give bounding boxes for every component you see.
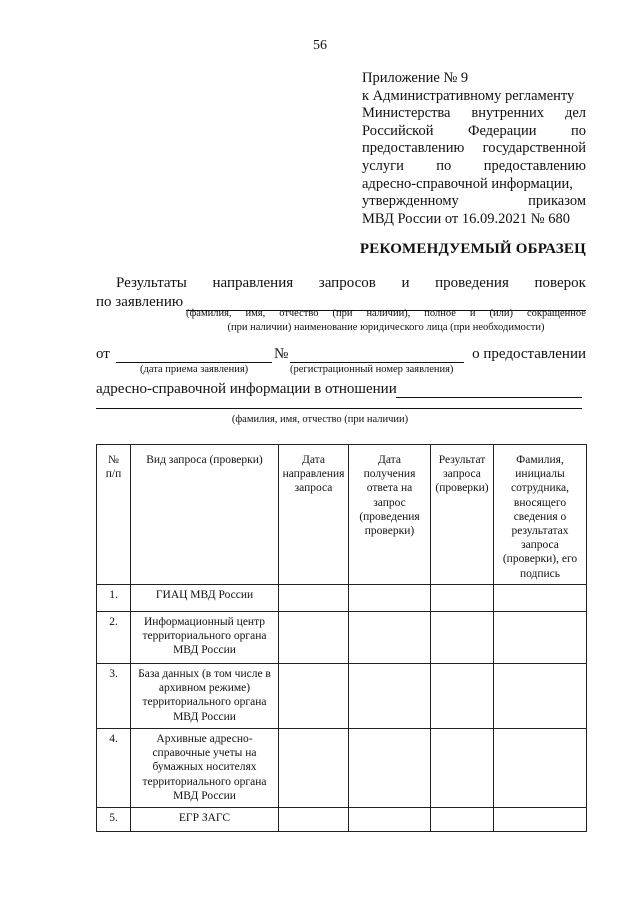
intro-word: запросов [318,275,376,291]
appendix-word: утвержденному [362,193,459,210]
row-result-cell[interactable] [431,808,494,832]
header-request-type [131,445,279,585]
header-officer [494,445,587,585]
appendix-word: по [436,157,452,174]
table-row [97,729,587,808]
row-response-date-cell[interactable] [349,585,431,612]
appendix-word: приказом [528,193,586,210]
table-row [97,664,587,729]
page-number: 56 [313,38,327,53]
date-caption: (дата приема заявления) [140,364,249,375]
subject-caption: (фамилия, имя, отчество (при наличии) [231,414,409,425]
appendix-word: предоставлению [362,140,465,157]
row-sent-date-cell[interactable] [279,612,349,664]
row-request-type: ЕГР ЗАГС [131,808,279,832]
appendix-word: по [570,122,586,139]
appendix-line: адресно-справочной информации, [362,175,573,192]
row-request-type: Информационный центр территориального органа МВД России [131,612,279,664]
row-officer-cell[interactable] [494,585,587,612]
intro-word: направления [212,275,294,291]
application-date-field[interactable] [116,362,272,363]
number-label: № [274,346,289,362]
row-number: 5. [97,808,131,832]
caption-word: имя, [245,308,266,319]
appendix-word: государственной [482,140,586,157]
row-sent-date-cell[interactable] [279,808,349,832]
intro-line-4: адресно-справочной информации в отношении [96,381,397,397]
row-officer-cell[interactable] [494,612,587,664]
caption-word: (фамилия, [186,308,232,319]
table-row [97,612,587,664]
intro-word: поверок [534,275,586,291]
appendix-line [362,105,586,123]
appendix-block [362,70,586,228]
row-officer-cell[interactable] [494,729,587,808]
requests-table [96,444,587,832]
appendix-word: предоставлению [483,157,586,174]
applicant-caption [186,308,586,319]
row-request-type: Архивные адресно-справочные учеты на бумажных носителях территориального органа МВД России [131,729,279,808]
intro-word: проведения [435,275,509,291]
appendix-line: Приложение № 9 [362,70,469,86]
row-request-type: ГИАЦ МВД России [131,585,279,612]
document-title: РЕКОМЕНДУЕМЫЙ ОБРАЗЕЦ [359,241,586,257]
appendix-word: дел [564,105,586,122]
appendix-line: к Административному регламенту [362,87,575,104]
header-result [431,445,494,585]
appendix-word: услуги [362,157,404,174]
caption-word: (при [332,308,353,319]
header-sent-date [279,445,349,585]
row-result-cell[interactable] [431,664,494,729]
row-response-date-cell[interactable] [349,664,431,729]
row-number: 2. [97,612,131,664]
header-result-label: Результат запроса (проверки) [435,454,489,495]
row-number: 1. [97,585,131,612]
row-number: 4. [97,729,131,808]
appendix-word: Российской [362,122,434,139]
intro-word: Результаты [116,275,187,291]
caption-word: полное [424,308,456,319]
appendix-word: внутренних [471,105,545,122]
row-request-type: База данных (в том числе в архивном режиме) территориального органа МВД России [131,664,279,729]
appendix-line: МВД России от 16.09.2021 № 680 [362,210,570,227]
caption-word: и [469,308,476,319]
appendix-line [362,158,586,176]
header-request-type-label: Вид запроса (проверки) [146,454,263,466]
header-response-date-label: Дата получения ответа на запрос (проведения проверки) [359,454,420,538]
applicant-caption-line-2: (при наличии) наименование юридического лица (при необходимости) [227,322,545,333]
row-result-cell[interactable] [431,729,494,808]
from-label: от [96,346,110,362]
registration-number-field[interactable] [290,362,464,363]
caption-word: наличии), [366,308,411,319]
table-header-row [97,445,587,585]
row-officer-cell[interactable] [494,808,587,832]
row-response-date-cell[interactable] [349,729,431,808]
provision-label: о предоставлении [472,346,586,362]
intro-word: и [401,275,410,291]
caption-word: (или) [489,308,513,319]
appendix-line [362,123,586,141]
header-number [97,445,131,585]
row-sent-date-cell[interactable] [279,729,349,808]
intro-line-1 [116,275,586,292]
caption-word: отчество [279,308,319,319]
appendix-word: Федерации [467,122,537,139]
header-response-date [349,445,431,585]
appendix-word: Министерства [362,105,451,122]
row-response-date-cell[interactable] [349,808,431,832]
table-row [97,808,587,832]
row-result-cell[interactable] [431,585,494,612]
caption-word: сокращенное [526,308,586,319]
row-sent-date-cell[interactable] [279,585,349,612]
header-sent-date-label: Дата направления запроса [282,454,345,495]
header-number-label: № п/п [105,454,122,481]
subject-field[interactable] [396,397,582,398]
row-officer-cell[interactable] [494,664,587,729]
header-officer-label: Фамилия, инициалы сотрудника, вносящего сведения о результатах запроса (проверки), его подпись [502,454,578,580]
by-application-label: по заявлению [96,294,184,310]
subject-field-line-2[interactable] [96,408,582,409]
row-number: 3. [97,664,131,729]
row-sent-date-cell[interactable] [279,664,349,729]
appendix-line [362,193,586,211]
table-row [97,585,587,612]
row-response-date-cell[interactable] [349,612,431,664]
appendix-line [362,140,586,158]
registration-caption: (регистрационный номер заявления) [290,364,454,375]
row-result-cell[interactable] [431,612,494,664]
